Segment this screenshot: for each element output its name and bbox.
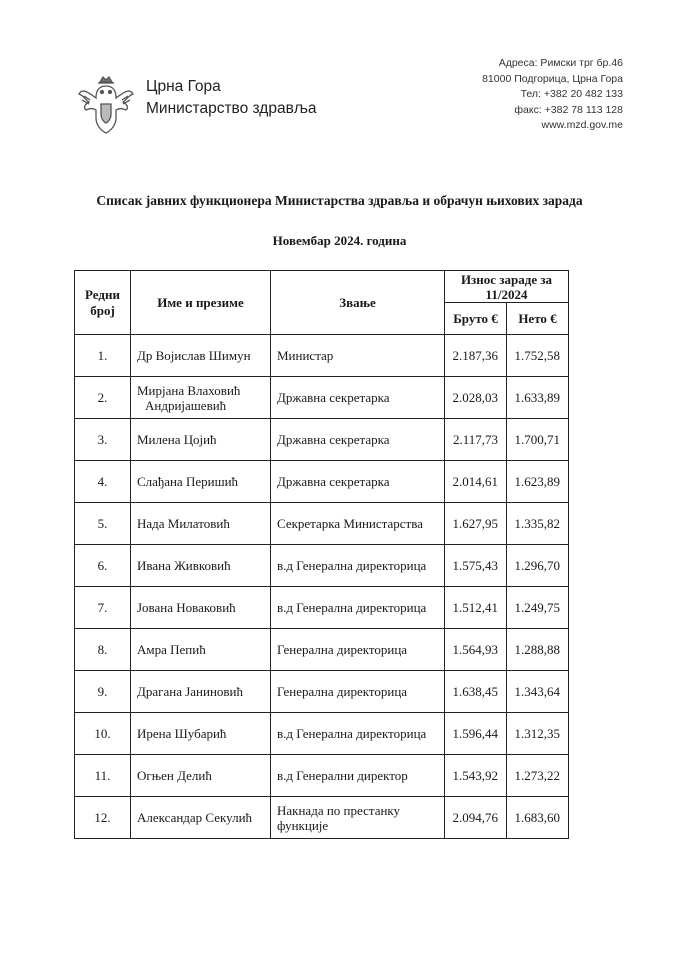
- row-position-line1: Генерална директорица: [277, 642, 408, 657]
- table-row: [75, 503, 569, 545]
- row-number: 5.: [75, 503, 131, 545]
- row-name: [131, 755, 271, 797]
- row-number: 7.: [75, 587, 131, 629]
- row-name-line1: Слађана Перишић: [137, 474, 239, 489]
- table-row: [75, 755, 569, 797]
- row-position: [271, 545, 445, 587]
- row-gross: 1.512,41: [445, 587, 507, 629]
- row-name: [131, 545, 271, 587]
- header-gross: Бруто €: [445, 303, 507, 335]
- row-gross: 1.596,44: [445, 713, 507, 755]
- table-row: [75, 335, 569, 377]
- table-row: [75, 419, 569, 461]
- row-gross: 1.564,93: [445, 629, 507, 671]
- row-net: 1.343,64: [507, 671, 569, 713]
- contact-web: www.mzd.gov.me: [541, 119, 623, 131]
- row-position-line1: в.д Генерална директорица: [277, 600, 427, 615]
- table-row: [75, 671, 569, 713]
- document-title: Списак јавних функционера Министарства здравља и обрачун њихових зарада: [96, 193, 583, 208]
- row-gross: 2.187,36: [445, 335, 507, 377]
- row-name-line1: Ивана Живковић: [137, 558, 231, 573]
- row-number: 1.: [75, 335, 131, 377]
- row-name: [131, 461, 271, 503]
- row-position-line1: Министар: [277, 348, 334, 363]
- header-no: [75, 271, 131, 335]
- row-name-line1: Мирјана Влаховић: [137, 382, 241, 398]
- row-name-line1: Огњен Делић: [137, 768, 212, 783]
- row-number: 2.: [75, 377, 131, 419]
- row-position-line1: Накнада по престанку: [277, 802, 401, 818]
- org-country: Црна Гора: [146, 78, 221, 95]
- row-name: [131, 335, 271, 377]
- row-name-line2: Андријашевић: [145, 397, 227, 413]
- row-position-line1: Секретарка Министарства: [277, 516, 423, 531]
- ministry-name: [146, 76, 317, 120]
- row-net: 1.288,88: [507, 629, 569, 671]
- row-name-line1: Ирена Шубарић: [137, 726, 227, 741]
- row-net: 1.335,82: [507, 503, 569, 545]
- row-number: 10.: [75, 713, 131, 755]
- row-number: 9.: [75, 671, 131, 713]
- row-position: [271, 461, 445, 503]
- row-name: [131, 377, 271, 419]
- row-gross: 1.627,95: [445, 503, 507, 545]
- row-number: 11.: [75, 755, 131, 797]
- row-position: [271, 755, 445, 797]
- row-gross: 1.638,45: [445, 671, 507, 713]
- header-net: Нето €: [507, 303, 569, 335]
- row-position: [271, 503, 445, 545]
- row-name-line1: Нада Милатовић: [137, 516, 230, 531]
- table-row: [75, 377, 569, 419]
- row-position-line1: в.д Генерална директорица: [277, 558, 427, 573]
- row-gross: 1.543,92: [445, 755, 507, 797]
- header-name: Име и презиме: [131, 271, 271, 335]
- row-name: [131, 503, 271, 545]
- row-number: 8.: [75, 629, 131, 671]
- row-name: [131, 671, 271, 713]
- table-row: [75, 587, 569, 629]
- row-name-line1: Др Војислав Шимун: [137, 348, 251, 363]
- row-number: 3.: [75, 419, 131, 461]
- row-net: 1.273,22: [507, 755, 569, 797]
- coat-of-arms-icon: [76, 74, 136, 136]
- row-name: [131, 629, 271, 671]
- row-number: 12.: [75, 797, 131, 839]
- row-position: [271, 671, 445, 713]
- header-salary-group: Износ зараде за 11/2024: [445, 271, 569, 303]
- row-name-line1: Драгана Јаниновић: [137, 684, 244, 699]
- row-gross: 2.014,61: [445, 461, 507, 503]
- table-row: [75, 461, 569, 503]
- row-net: 1.623,89: [507, 461, 569, 503]
- row-position-line1: Генерална директорица: [277, 684, 408, 699]
- document-subtitle: Новембар 2024. година: [272, 233, 407, 248]
- org-ministry: Министарство здравља: [146, 100, 317, 117]
- row-name: [131, 419, 271, 461]
- contact-fax: факс: +382 78 113 128: [514, 103, 623, 116]
- row-gross: 2.117,73: [445, 419, 507, 461]
- row-position: [271, 629, 445, 671]
- table-row: [75, 629, 569, 671]
- header-position: Звање: [271, 271, 445, 335]
- row-net: 1.683,60: [507, 797, 569, 839]
- row-net: 1.312,35: [507, 713, 569, 755]
- row-gross: 1.575,43: [445, 545, 507, 587]
- row-position: [271, 377, 445, 419]
- row-position: [271, 797, 445, 839]
- row-name: [131, 587, 271, 629]
- contact-block: [482, 56, 623, 134]
- row-position-line1: Државна секретарка: [277, 474, 390, 489]
- row-position-line1: Државна секретарка: [277, 390, 390, 405]
- row-position: [271, 587, 445, 629]
- row-position: [271, 713, 445, 755]
- row-net: 1.700,71: [507, 419, 569, 461]
- row-position: [271, 335, 445, 377]
- row-position-line1: Државна секретарка: [277, 432, 390, 447]
- row-name-line1: Милена Цојић: [137, 432, 217, 447]
- row-number: 6.: [75, 545, 131, 587]
- contact-address: Адреса: Римски трг бр.46: [498, 57, 623, 69]
- row-position-line2: функције: [277, 817, 329, 833]
- row-name-line1: Амра Пепић: [137, 642, 206, 657]
- contact-tel: Тел: +382 20 482 133: [520, 88, 623, 100]
- row-gross: 2.094,76: [445, 797, 507, 839]
- row-number: 4.: [75, 461, 131, 503]
- table-row: [75, 545, 569, 587]
- row-name-line1: Александар Секулић: [137, 810, 253, 825]
- row-gross: 2.028,03: [445, 377, 507, 419]
- row-net: 1.633,89: [507, 377, 569, 419]
- row-net: 1.249,75: [507, 587, 569, 629]
- row-name: [131, 797, 271, 839]
- salary-table: [74, 270, 569, 839]
- row-net: 1.296,70: [507, 545, 569, 587]
- table-row: [75, 797, 569, 839]
- contact-city: 81000 Подгорица, Црна Гора: [482, 72, 623, 85]
- row-net: 1.752,58: [507, 335, 569, 377]
- row-position-line1: в.д Генерални директор: [277, 768, 408, 783]
- table-row: [75, 713, 569, 755]
- row-name: [131, 713, 271, 755]
- row-position: [271, 419, 445, 461]
- header-no-line2: број: [90, 302, 115, 318]
- header-no-line1: Редни: [85, 286, 120, 302]
- row-name-line1: Јована Новаковић: [137, 600, 236, 615]
- row-position-line1: в.д Генерална директорица: [277, 726, 427, 741]
